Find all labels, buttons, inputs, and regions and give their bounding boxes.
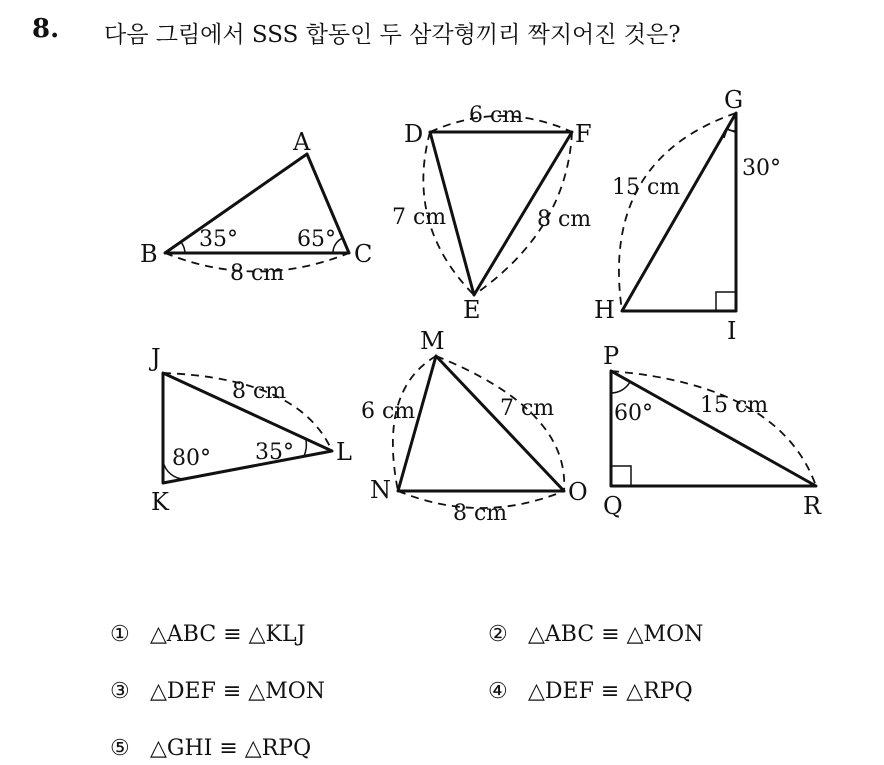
choice-4-mark: ④ — [488, 679, 508, 704]
side-jl-label: 8 cm — [232, 379, 287, 404]
side-ef-label: 8 cm — [537, 207, 592, 232]
vertex-k: K — [151, 488, 169, 516]
vertex-l: L — [336, 438, 352, 466]
triangle-pqr — [611, 371, 816, 486]
choice-2-text: △ABC ≡ △MON — [528, 622, 704, 647]
angle-l-label: 35° — [255, 440, 294, 465]
side-gh-label: 15 cm — [612, 175, 681, 200]
angle-k-label: 80° — [172, 446, 211, 471]
choice-3-mark: ③ — [110, 679, 130, 704]
choice-2-mark: ② — [488, 622, 508, 647]
angle-g-label: 30° — [742, 156, 781, 181]
side-de-label: 7 cm — [392, 205, 447, 230]
choice-3[interactable] — [110, 679, 325, 704]
vertex-i: I — [727, 317, 737, 345]
vertex-c: C — [354, 240, 373, 268]
choice-5-mark: ⑤ — [110, 736, 130, 761]
vertex-o: O — [568, 478, 588, 506]
vertex-h: H — [594, 296, 615, 324]
side-mn-label: 6 cm — [361, 399, 416, 424]
vertex-q: Q — [603, 492, 623, 520]
vertex-g: G — [724, 86, 744, 114]
question-text: 다음 그림에서 SSS 합동인 두 삼각형끼리 짝지어진 것은? — [104, 22, 681, 48]
vertex-r: R — [803, 492, 822, 520]
side-no-label: 8 cm — [453, 501, 508, 526]
vertex-n: N — [370, 476, 391, 504]
triangle-abc — [165, 154, 349, 272]
vertex-j: J — [151, 344, 161, 372]
choice-5-text: △GHI ≡ △RPQ — [150, 736, 312, 761]
side-pr-label: 15 cm — [700, 393, 769, 418]
triangle-ghi — [619, 113, 736, 311]
vertex-d: D — [404, 120, 424, 148]
vertex-b: B — [140, 240, 158, 268]
angle-c-label: 65° — [297, 227, 336, 252]
side-mo-label: 7 cm — [500, 396, 555, 421]
vertex-p: P — [603, 342, 620, 370]
side-df-label: 6 cm — [469, 103, 524, 128]
vertex-e: E — [463, 296, 481, 324]
vertex-a: A — [293, 128, 311, 156]
vertex-f: F — [575, 120, 592, 148]
choice-5[interactable] — [110, 736, 311, 761]
side-bc-label: 8 cm — [230, 261, 285, 286]
choice-4[interactable] — [488, 679, 693, 704]
angle-p-label: 60° — [614, 401, 653, 426]
question-number: 8. — [32, 14, 60, 44]
choice-1[interactable] — [110, 622, 305, 647]
angle-b-label: 35° — [199, 227, 238, 252]
triangle-mno — [393, 356, 564, 508]
choice-1-mark: ① — [110, 622, 130, 647]
choice-3-text: △DEF ≡ △MON — [150, 679, 326, 704]
vertex-m: M — [420, 327, 445, 355]
choice-4-text: △DEF ≡ △RPQ — [528, 679, 693, 704]
choice-1-text: △ABC ≡ △KLJ — [150, 622, 306, 647]
choice-2[interactable] — [488, 622, 703, 647]
